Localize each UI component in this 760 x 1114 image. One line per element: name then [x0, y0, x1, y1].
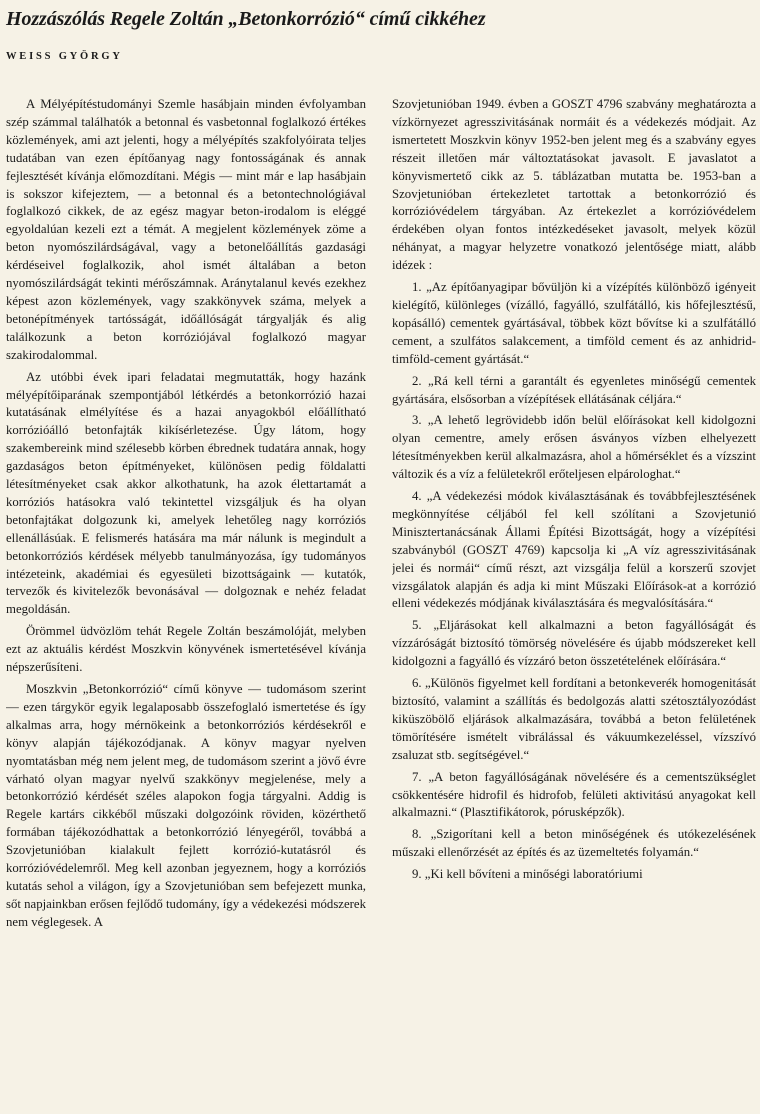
article-author: WEISS GYÖRGY — [6, 51, 123, 62]
list-item: 2. „Rá kell térni a garantált és egyenletes minőségű cementek gyártására, elsősorban a vízépítések ellátásának céljára.“ — [392, 373, 756, 406]
list-item: 9. „Ki kell bővíteni a minőségi laboratóriumi — [412, 867, 643, 882]
paragraph: Moszkvin „Betonkorrózió“ című könyve — tudomásom szerint — ezen tárgykör egyik legalaposabb összefoglaló ismertetése és így alkalmas arra, hogy mérnökeink a betonkorróziós kérdésekről e könyv alapján tájékozódjanak. A könyv magyar nyelven nyomtatásban még nem jelent meg, de tudomásom szerint a jövő évre várható olyan magyar nyelvű szakkönyv megjelenése, mely a betonkorrózió kérdését széles alapokon fogja tárgyalni. Addig is Regele kartárs cikkéből műszaki dolgozóink röviden, közérthető formában tájékozódhattak a betonkorrózió lényegéről, továbbá a Szovjetunióban kialakult fejlett korrózió-kutatásról és korrózióvédelemről. Meg kell azonban jegyeznem, hogy a korróziós kutatás sehol a világon, így a Szovjetunióban sem befejezett munka, sőt napjainkban erősen fejlődő tudomány, így a védekezési módszerek nem véglegesek. A — [6, 682, 366, 929]
list-item: 3. „A lehető legrövidebb időn belül előírásokat kell kidolgozni olyan cementre, amely erősen ásványos vízben elhelyezett létesítményekben kerül alkalmazásra, ahol a hőmérséklet és a vízszint változik és a víz a felületekről erőteljesen elpárologhat.“ — [392, 413, 756, 482]
list-item: 5. „Eljárásokat kell alkalmazni a beton fagyállóságát és vízzáróságát biztosító tömörség növelésére és újabb módszereket kell kidolgozni a fagyálló és vízzáró beton összetételének előírására.“ — [392, 618, 756, 669]
list-item: 7. „A beton fagyállóságának növelésére és a cementszükséglet csökkentésére hidrofil és hidrofob, felületi aktivitású anyagokat kell alkalmazni.“ (Plasztifikátorok, pórusképzők). — [392, 769, 756, 820]
paragraph-continued: Szovjetunióban 1949. évben a GOSZT 4796 szabvány meghatározta a vízkörnyezet agresszivitásának normáit és a védekezés módjait. Az ismertetett Moszkvin könyv 1952-ben jelent meg és a szabvány egyes részeit illetően már változtatásokat javasolt. E javaslatot a könyvismertető cikk az 5. táblázatban mutatta be. 1953-ban a Szovjetunióban értekezletet tartottak a betonkorrózió és korrózióvédelem tárgyában. Az értekezlet a korrózióvédelem érdekében olyan fontos intézkedéseket javasolt, melyek közül néhányat, a magyar helyzetre vonatkozó jelentősége miatt, alább idézek : — [392, 97, 756, 273]
article-title: Hozzászólás Regele Zoltán „Betonkorrózió“ című cikkéhez — [6, 8, 486, 30]
paragraph: A Mélyépítéstudományi Szemle hasábjain minden évfolyamban szép számmal találhatók a betonnal és vasbetonnal foglalkozó értékes közlemények, ami azt jelenti, hogy a mélyépítés szakfolyóirata teljes tudatában van ezen építőanyag nagy fontosságának és annak fejlesztését kívánja előmozdítani. Mégis — mint már e lap hasábjain is sokszor kifejeztem, — a betonnal és a betontechnológiával foglalkozó cikkek, de az egész magyar beton-irodalom is eléggé egyoldalúan kezeli ezt a témát. A megjelent közlemények zöme a beton nyomószilárdságával, vagy a betonelőállítás gazdasági kérdéseivel foglalkozik, ahol ismét általában a beton nyomószilárdságát tekinti mérőszámnak. Aránytalanul kevés ezekhez képest azon közlemények, vagy szakkönyvek száma, melyek a betonépítmények tartósságát, időállóságát tárgyalják és alig találkozunk a beton korróziójával foglalkozó magyar szakirodalommal. — [6, 97, 366, 362]
list-item: 4. „A védekezési módok kiválasztásának és továbbfejlesztésének megkönnyítése céljából fel kell szólítani a Szovjetunió Minisztertanácsának Állami Építési Bizottságát, hogy a vízépítési szabványból (GOSZT 4769) kapcsolja ki „A víz agresszivitásának jelei és normái“ című részt, azt vizsgálja felül a korszerű szovjet vizsgálatok alapján és adja ki mint Műszaki Előírások-at a korrózió elleni védekezés módjának kiválasztására és megvalósítására.“ — [392, 489, 756, 611]
list-item: 1. „Az építőanyagipar bővüljön ki a vízépítés különböző igényeit kielégítő, különleges (vízálló, fagyálló, szulfátálló, kis hőfejlesztésű, kopásálló) cementek gyártásával, többek közt bővítse ki a szulfátálló cement, a szulfátos salakcement, a timföld cement és az anhidrid-timföld-cement gyártását.“ — [392, 280, 756, 366]
left-column — [6, 96, 366, 1112]
paragraph: Az utóbbi évek ipari feladatai megmutatták, hogy hazánk mélyépítőiparának szempontjából létkérdés a betonkorrózió hazai kutatásának elmélyítése és a hazai anyagokból előállítható korrózióálló betonfajták kikísérletezése. Úgy látom, hogy szakembereink mind szélesebb körben ébrednek tudatára annak, hogy gazdaságos beton építményeket, különösen pedig földalatti létesítményeket csak akkor alkothatunk, ha azok élettartamát a korróziós hatásokra való tekintettel vizsgáljuk és ha olyan betonfajtákat dolgozunk ki, amelyek lehetőleg nagy korróziós ellenállásúak. E felismerés hatására ma már nálunk is megindult a betonkorróziós kérdések mélyebb tanulmányozása, így tudományos intézeteink, akadémiai és egyesületi bizottságaink — kutatók, tervezők és kivitelezők bevonásával — dolgoznak e nehéz feladat megoldásán. — [6, 369, 366, 617]
list-item: 8. „Szigorítani kell a beton minőségének és utókezelésének műszaki ellenőrzését az építés és az üzemeltetés folyamán.“ — [392, 827, 756, 860]
paragraph: Örömmel üdvözlöm tehát Regele Zoltán beszámolóját, melyben ezt az aktuális kérdést Moszkvin könyvének ismertetésével kívánja népszerűsíteni. — [6, 624, 366, 675]
right-column — [392, 96, 756, 1112]
list-item: 6. „Különös figyelmet kell fordítani a betonkeverék homogenitását biztosító, valamint a szállítás és bedolgozás alatti szétosztályozódást kiküszöbölő eljárások alkalmazására, továbbá a beton felületének tömörítésére ismételt vibrálással és vákuumkezeléssel, vízszívó zsaluzat stb. segítségével.“ — [392, 676, 756, 762]
